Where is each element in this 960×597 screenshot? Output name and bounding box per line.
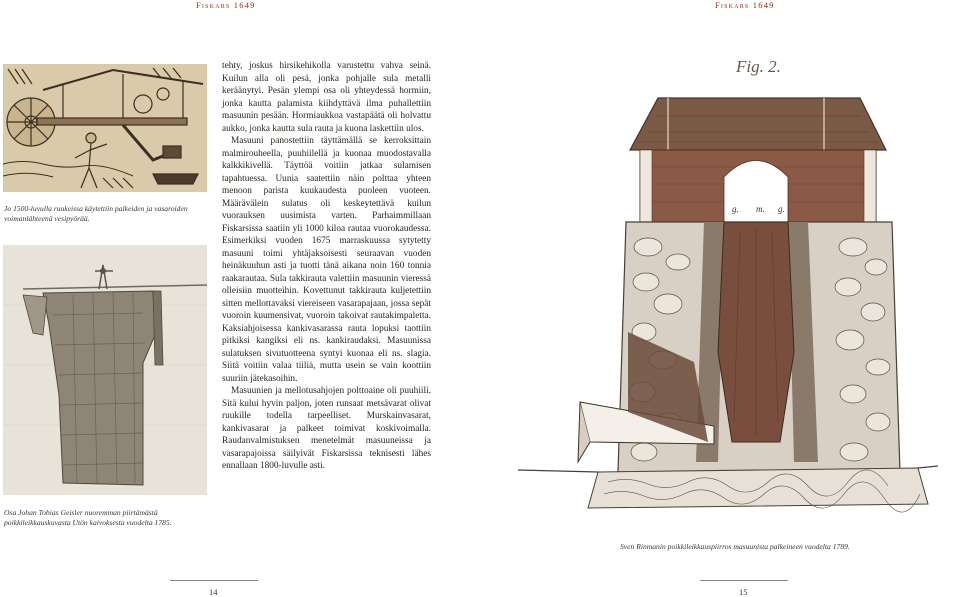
svg-text:g.: g. bbox=[732, 204, 739, 214]
body-paragraph-2: Masuuni panostettiin täyttämällä se kerroksittain malmirouheella, puuhiilellä ja kuonaa muodostavalla kalkkikivellä. Täyttöä voitiin jatkaa sulamisen tapahtuessa. Uunia saatettiin näin polttaa yhteen menoon parista kuukaudesta puoleen vuoteen. Määrävälein sulatus oli keskeytettävä kuilun vuorauksen uusimista varten. Parhaimmillaan Fiskarsissa saatiin yli 1000 kiloa rautaa vuorokaudessa. Esimerkiksi vuoden 1675 marraskuussa sytytetty masuuni toimi yhtäjaksoisesti seuraavan vuoden heinäkuuhun asti ja tuotti tänä aikana noin 160 tonnia raakarautaa. Sula takkirauta valettiin masuunin vieressä olleisiin muotteihin. Kovettunut takkirauta kuljetettiin sitten mellottavaksi viereiseen vasarapajaan, jossa sepät vuoroin kuumensivat, vuoroin takoivat rautakimpaletta. Kaksiahjoisessa kankivasarassa rauta lopuksi taottiin pitkiksi kangiksi eli ns. kankiraudaksi. Masuunissa sulatuksen sivutuotteena syntyi kuonaa eli ns. slagia. Siitä voitiin valaa tiiliä, mutta usein se vain koottiin suuriin jätekasoihin. bbox=[222, 136, 431, 384]
mine-drawing bbox=[3, 245, 207, 495]
woodcut-drawing bbox=[3, 64, 207, 192]
running-head-left: Fiskars 1649 bbox=[196, 0, 256, 10]
mine-cross-section-illustration bbox=[3, 245, 207, 495]
folio-rule-left bbox=[170, 580, 258, 581]
page-number-right: 15 bbox=[739, 587, 748, 597]
svg-text:m.: m. bbox=[756, 204, 765, 214]
body-text-column bbox=[222, 60, 431, 473]
blast-furnace-cross-section-illustration bbox=[518, 42, 938, 532]
woodcut-caption: Jo 1500-luvulla ruukeissa käytettiin palkeiden ja vasaroiden voimanlähteenä vesipyörää. bbox=[4, 204, 188, 223]
furnace-caption: Sven Rinmanin poikkileikkauspiirros masuunista palkeineen vuodelta 1789. bbox=[620, 542, 850, 551]
body-paragraph-1: tehty, joskus hirsikehikolla varustettu vahva seinä. Kuilun alla oli pesä, jonka pohjalle sula metalli keräänytyi. Pesän ylempi osa oli yhteydessä hormiin, jonka kautta palamista kiihdyttävä ilma puhallettiin masuunin pesään. Hormiaukkoa vastapäätä oli holvattu aukko, jonka kautta sula rauta ja kuona laskettiin ulos. bbox=[222, 61, 431, 134]
running-head-right: Fiskars 1649 bbox=[715, 0, 775, 10]
furnace-drawing bbox=[518, 42, 938, 532]
body-paragraph-3: Masuunien ja mellotusahjojen polttoaine oli puuhiili. Sitä kului hyvin paljon, joten runsaat metsävarat olivat ruukille todella tarpeelliset. Murskainvasarat, kankivasarat ja palkeet toimivat koskivoimalla. Raudanvalmistuksen menetelmät masuuneissa ja vasarapajoissa säilyivät Fiskarsissa teknisesti lähes ennallaan 1800-luvulle asti. bbox=[222, 386, 431, 471]
mine-caption: Osa Johan Tobias Geisler nuoremman piirtämästä poikkileikkauskuvasta Utön kaivoksesta vuodelta 1785. bbox=[4, 508, 172, 527]
fig-2-label: Fig. 2. bbox=[736, 57, 781, 76]
svg-text:g.: g. bbox=[778, 204, 785, 214]
folio-rule-right bbox=[700, 580, 788, 581]
page-number-left: 14 bbox=[209, 587, 218, 597]
waterwheel-woodcut-illustration bbox=[3, 64, 207, 192]
